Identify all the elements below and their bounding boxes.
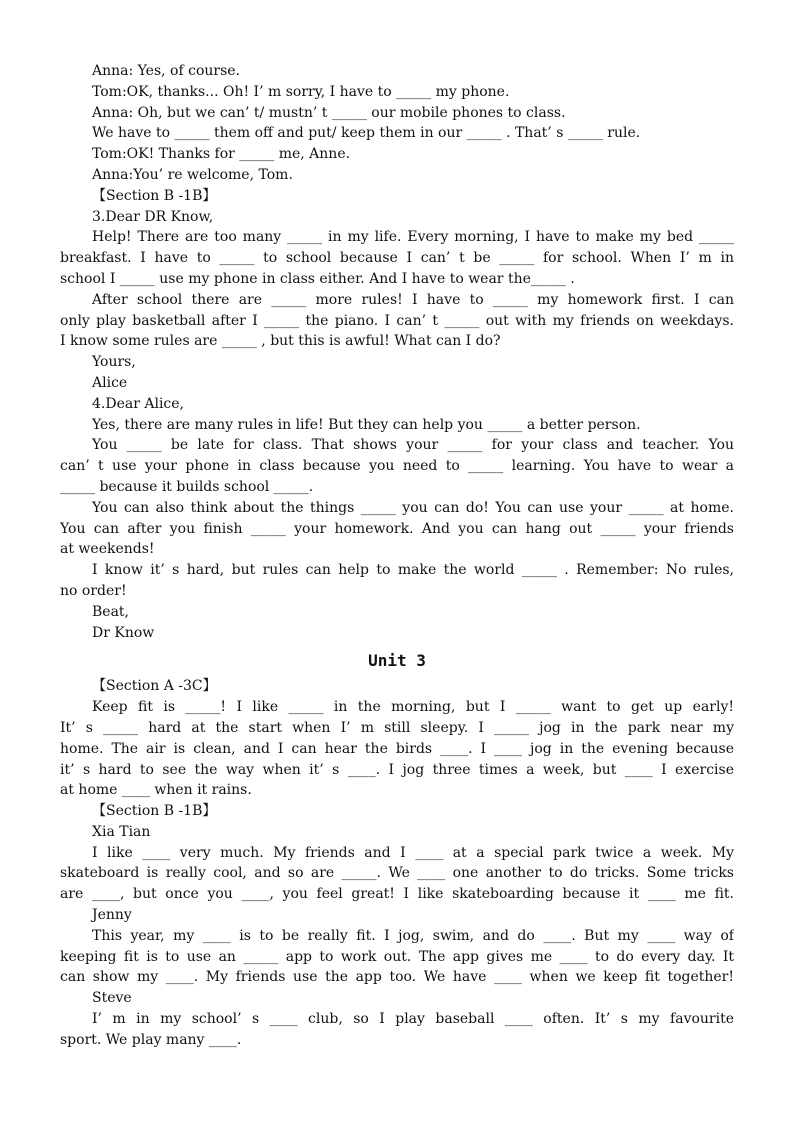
unit-3-reading-section <box>60 676 734 1050</box>
text-line: Jenny <box>92 907 132 924</box>
text-line: Help! There are too many _____ in my life. Every morning, I have to make my bed _____ <box>92 229 734 246</box>
text-line: We have to _____ them off and put/ keep them in our _____ . That’ s _____ rule. <box>92 125 641 142</box>
text-line: Xia Tian <box>92 823 151 840</box>
text-line: It’ s _____ hard at the start when I’ m still sleepy. I _____ jog in the park near my <box>60 719 734 736</box>
text-line: I know some rules are _____ , but this is awful! What can I do? <box>60 333 501 350</box>
text-line: Tom:OK! Thanks for _____ me, Anne. <box>92 146 351 163</box>
text-line: After school there are _____ more rules! I have to _____ my homework first. I can <box>92 291 734 308</box>
text-line: You can after you finish _____ your homework. And you can hang out _____ your friends <box>60 520 734 537</box>
text-line: Alice <box>92 374 128 391</box>
text-line: only play basketball after I _____ the piano. I can’ t _____ out with my friends on weekdays. <box>60 312 734 329</box>
text-line: 【Section A -3C】 <box>92 678 217 695</box>
text-line: can’ t use your phone in class because you need to _____ learning. You have to wear a <box>60 458 734 475</box>
unit-2-reading-section <box>60 61 734 643</box>
text-line: Beat, <box>92 603 129 620</box>
text-line: Tom:OK, thanks... Oh! I’ m sorry, I have to _____ my phone. <box>92 83 510 100</box>
text-line: I like ____ very much. My friends and I ____ at a special park twice a week. My <box>92 844 734 861</box>
text-line: skateboard is really cool, and so are _____. We ____ one another to do tricks. Some tricks <box>60 865 734 882</box>
text-line: at weekends! <box>60 541 155 558</box>
text-line: 4.Dear Alice, <box>92 395 184 412</box>
text-line: Anna: Oh, but we can’ t/ mustn’ t _____ our mobile phones to class. <box>92 104 566 121</box>
text-line: I’ m in my school’ s ____ club, so I play baseball ____ often. It’ s my favourite <box>92 1011 734 1028</box>
text-line: Keep fit is _____! I like _____ in the morning, but I _____ want to get up early! <box>92 699 734 716</box>
text-line: 【Section B -1B】 <box>92 803 217 820</box>
text-line: 3.Dear DR Know, <box>92 208 214 225</box>
text-line: breakfast. I have to _____ to school because I can’ t be _____ for school. When I’ m in <box>60 250 734 267</box>
text-line: Yes, there are many rules in life! But they can help you _____ a better person. <box>92 416 641 433</box>
text-line: sport. We play many ____. <box>60 1031 242 1048</box>
text-line: Anna:You’ re welcome, Tom. <box>92 166 293 183</box>
text-line: Yours, <box>92 354 136 371</box>
text-line: home. The air is clean, and I can hear the birds ____. I ____ jog in the evening because <box>60 740 734 757</box>
text-line: I know it’ s hard, but rules can help to make the world _____ . Remember: No rules, <box>92 562 734 579</box>
text-line: Steve <box>92 990 132 1007</box>
text-line: Anna: Yes, of course. <box>92 63 241 79</box>
text-line: school I _____ use my phone in class either. And I have to wear the_____ . <box>60 270 575 287</box>
text-line: This year, my ____ is to be really fit. I jog, swim, and do ____. But my ____ way of <box>92 927 734 944</box>
text-line: _____ because it builds school _____. <box>60 478 314 495</box>
text-line: at home ____ when it rains. <box>60 782 252 799</box>
text-line: You can also think about the things _____ you can do! You can use your _____ at home. <box>92 499 734 516</box>
text-line: 【Section B -1B】 <box>92 187 217 204</box>
text-line: Dr Know <box>92 624 155 641</box>
unit-title: Unit 3 <box>368 651 426 671</box>
text-line: keeping fit is to use an _____ app to work out. The app gives me ____ to do every day. It <box>60 948 734 965</box>
text-line: it’ s hard to see the way when it’ s ____. I jog three times a week, but ____ I exercise <box>60 761 734 778</box>
text-line: no order! <box>60 582 127 599</box>
text-line: are ____, but once you ____, you feel great! I like skateboarding because it ____ me fit. <box>60 886 734 903</box>
text-line: can show my ____. My friends use the app too. We have ____ when we keep fit together! <box>60 969 734 986</box>
document-content <box>60 61 734 1051</box>
text-line: You _____ be late for class. That shows your _____ for your class and teacher. You <box>92 437 734 454</box>
